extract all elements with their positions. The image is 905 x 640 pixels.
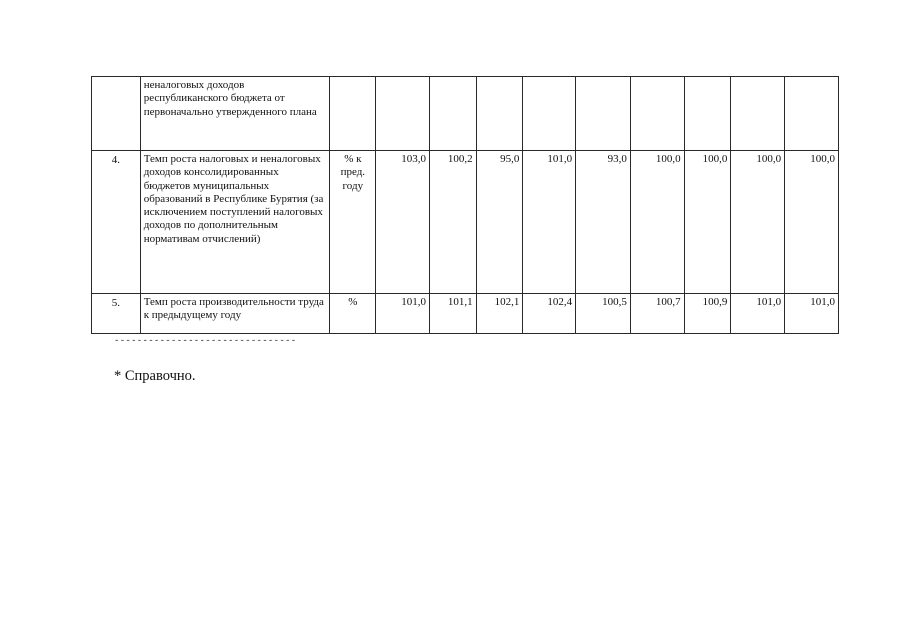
- indicator-name-cell: Темп роста производительности труда к предыдущему году: [140, 294, 330, 334]
- row-number-cell: [92, 77, 141, 151]
- value-cell: 101,0: [376, 294, 430, 334]
- value-cell: [376, 77, 430, 151]
- row-number-cell: 5.: [92, 294, 141, 334]
- value-cell: 93,0: [576, 151, 631, 294]
- value-cell: 102,1: [476, 294, 523, 334]
- value-cell: 100,0: [731, 151, 785, 294]
- value-cell: 103,0: [376, 151, 430, 294]
- table-row: [92, 294, 839, 334]
- value-cell: 101,0: [731, 294, 785, 334]
- value-cell: 101,0: [523, 151, 576, 294]
- indicators-table: [91, 76, 839, 334]
- value-cell: [731, 77, 785, 151]
- value-cell: 101,1: [429, 294, 476, 334]
- unit-cell: %: [330, 294, 376, 334]
- indicator-name-cell: неналоговых доходов республиканского бюджета от первоначально утвержденного плана: [140, 77, 330, 151]
- value-cell: [429, 77, 476, 151]
- value-cell: 100,0: [630, 151, 684, 294]
- footnote-separator: --------------------------------: [114, 336, 297, 346]
- value-cell: [476, 77, 523, 151]
- value-cell: 100,9: [684, 294, 731, 334]
- value-cell: 100,0: [684, 151, 731, 294]
- value-cell: 100,7: [630, 294, 684, 334]
- value-cell: [576, 77, 631, 151]
- footnote-text: * Справочно.: [114, 368, 196, 384]
- value-cell: [684, 77, 731, 151]
- value-cell: [630, 77, 684, 151]
- value-cell: 100,2: [429, 151, 476, 294]
- value-cell: 100,0: [785, 151, 839, 294]
- value-cell: 100,5: [576, 294, 631, 334]
- unit-cell: % к пред. году: [330, 151, 376, 294]
- value-cell: 95,0: [476, 151, 523, 294]
- unit-cell: [330, 77, 376, 151]
- indicator-name-cell: Темп роста налоговых и неналоговых доходов консолидированных бюджетов муниципальных образований в Республике Бурятия (за исключением поступлений налоговых доходов по дополнительным нормативам отчислений): [140, 151, 330, 294]
- value-cell: 101,0: [785, 294, 839, 334]
- value-cell: [785, 77, 839, 151]
- table-row: [92, 77, 839, 151]
- table-row: [92, 151, 839, 294]
- row-number-cell: 4.: [92, 151, 141, 294]
- value-cell: [523, 77, 576, 151]
- value-cell: 102,4: [523, 294, 576, 334]
